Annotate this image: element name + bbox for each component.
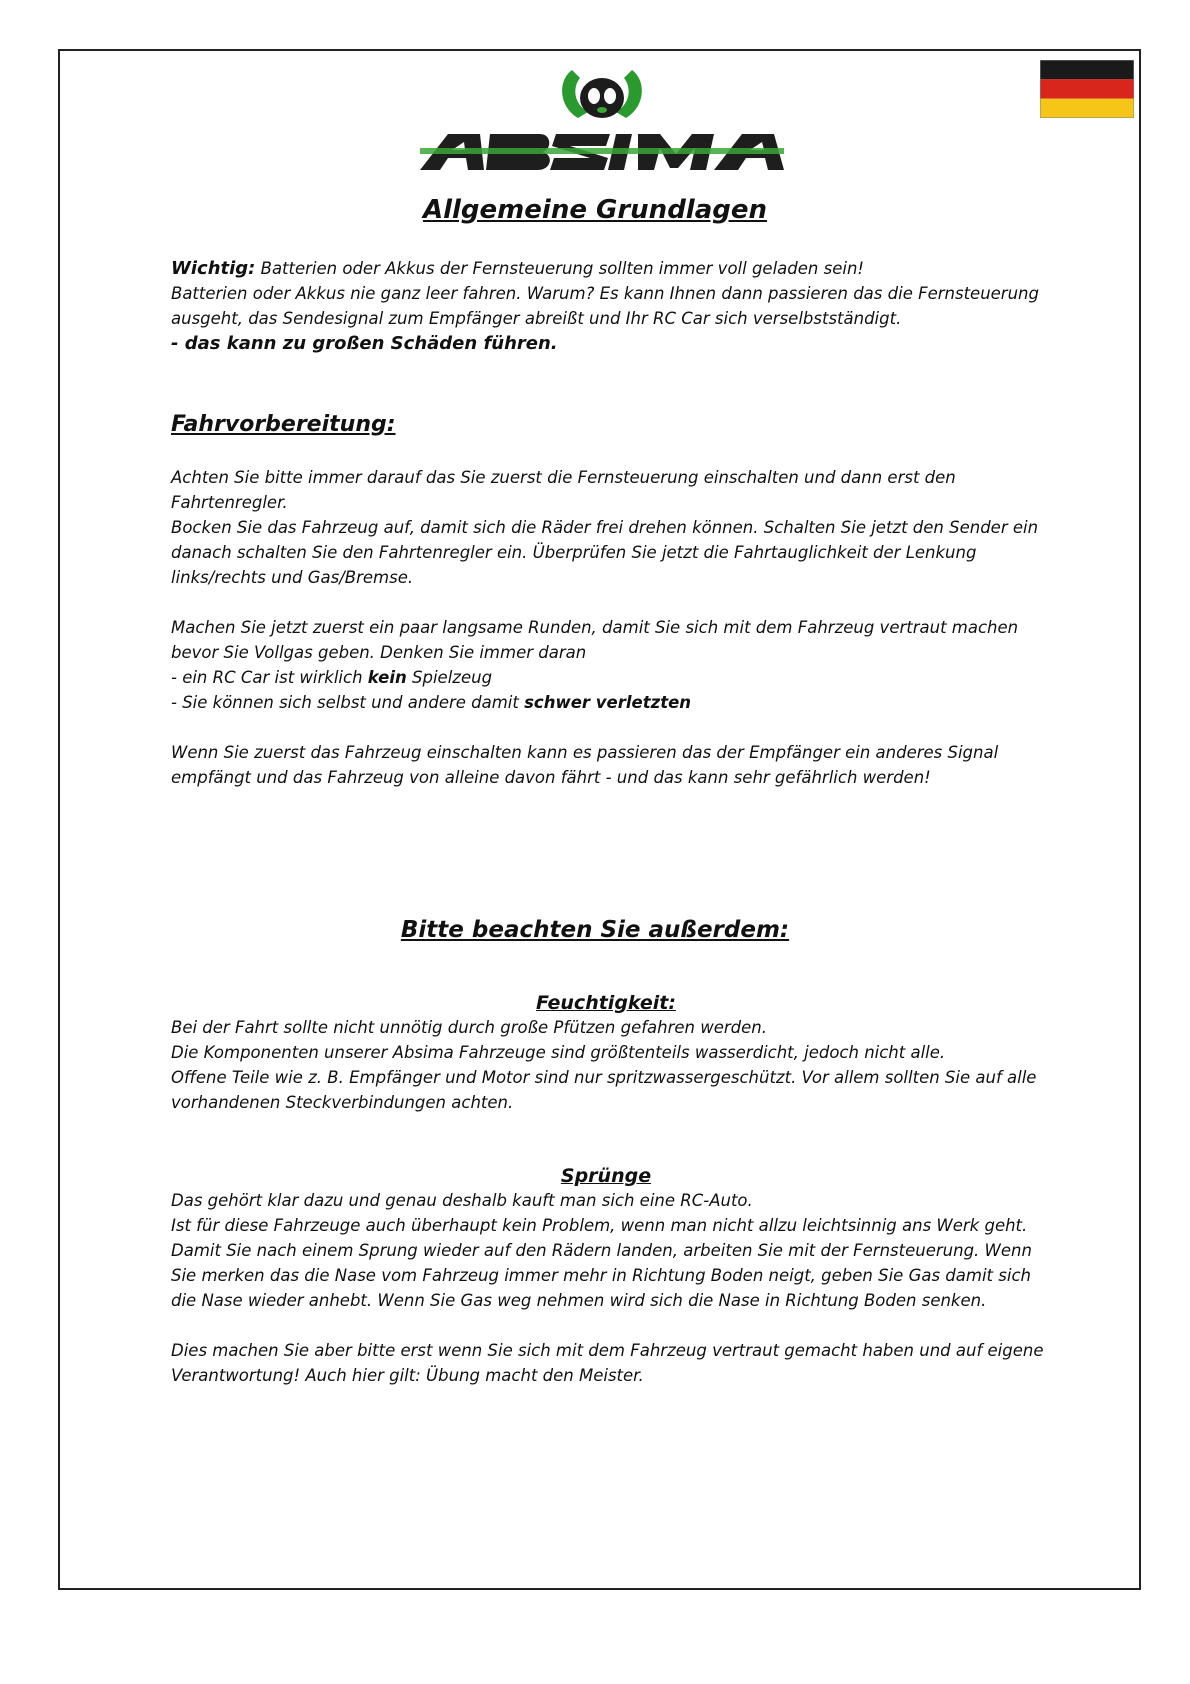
jumps-line-3: Damit Sie nach einem Sprung wieder auf den Rädern landen, arbeiten Sie mit der Fernsteuerung. Wenn	[171, 1241, 1032, 1260]
intro-section	[171, 256, 1051, 356]
prep-paragraph-1	[171, 465, 1051, 590]
prep-p1-line-3: Bocken Sie das Fahrzeug auf, damit sich die Räder frei drehen können. Schalten Sie jetzt den Sender ein	[171, 518, 1039, 537]
jumps-line-2: Ist für diese Fahrzeuge auch überhaupt kein Problem, wenn man nicht allzu leichtsinnig ans Werk geht.	[171, 1216, 1028, 1235]
prep-p2-line-3-end: Spielzeug	[406, 668, 493, 687]
moisture-heading: Feuchtigkeit:	[536, 992, 676, 1014]
prep-p1-line-2: Fahrtenregler.	[171, 493, 288, 512]
absima-logo-icon	[410, 60, 794, 180]
jumps-line-7: Verantwortung! Auch hier gilt: Übung macht den Meister.	[171, 1366, 644, 1385]
prep-p1-line-1: Achten Sie bitte immer darauf das Sie zuerst die Fernsteuerung einschalten und dann erst den	[171, 468, 956, 487]
prep-p2-line-4-text: - Sie können sich selbst und andere damit	[171, 693, 525, 712]
prep-p1-line-4: danach schalten Sie den Fahrtenregler ein. Überprüfen Sie jetzt die Fahrtauglichkeit der Lenkung	[171, 543, 977, 562]
prep-p2-line-3-text: - ein RC Car ist wirklich	[171, 668, 368, 687]
kein-emphasis: kein	[367, 668, 407, 687]
prep-heading: Fahrvorbereitung:	[171, 412, 396, 437]
intro-warning: - das kann zu großen Schäden führen.	[171, 333, 558, 354]
moisture-line-1: Bei der Fahrt sollte nicht unnötig durch große Pfützen gefahren werden.	[171, 1018, 767, 1037]
jumps-line-4: Sie merken das die Nase vom Fahrzeug immer mehr in Richtung Boden neigt, geben Sie Gas damit sich	[171, 1266, 1031, 1285]
moisture-line-3: Offene Teile wie z. B. Empfänger und Motor sind nur spritzwassergeschützt. Vor allem sollten Sie auf alle	[171, 1068, 1037, 1087]
page-title: Allgemeine Grundlagen	[422, 195, 768, 225]
jumps-heading: Sprünge	[560, 1165, 652, 1187]
prep-paragraph-2	[171, 615, 1051, 715]
jumps-paragraph	[171, 1188, 1051, 1313]
prep-p3-line-1: Wenn Sie zuerst das Fahrzeug einschalten kann es passieren das der Empfänger ein anderes Signal	[171, 743, 999, 762]
notes-heading: Bitte beachten Sie außerdem:	[400, 917, 790, 943]
prep-p2-line-1: Machen Sie jetzt zuerst ein paar langsame Runden, damit Sie sich mit dem Fahrzeug vertraut machen	[171, 618, 1019, 637]
prep-p2-line-3	[171, 665, 1051, 690]
moisture-line-4: vorhandenen Steckverbindungen achten.	[171, 1093, 514, 1112]
prep-p2-line-2: bevor Sie Vollgas geben. Denken Sie immer daran	[171, 643, 587, 662]
intro-line-2: Batterien oder Akkus nie ganz leer fahren. Warum? Es kann Ihnen dann passieren das die Fernsteuerung	[171, 284, 1039, 303]
jumps-line-5: die Nase wieder anhebt. Wenn Sie Gas weg nehmen wird sich die Nase in Richtung Boden senken.	[171, 1291, 987, 1310]
intro-line-3: ausgeht, das Sendesignal zum Empfänger abreißt und Ihr RC Car sich verselbstständigt.	[171, 309, 902, 328]
moisture-line-2: Die Komponenten unserer Absima Fahrzeuge sind größtenteils wasserdicht, jedoch nicht alle.	[171, 1043, 946, 1062]
schwer-verletzten-emphasis: schwer verletzten	[524, 693, 692, 712]
jumps-paragraph-2	[171, 1338, 1051, 1388]
intro-text-1: Batterien oder Akkus der Fernsteuerung sollten immer voll geladen sein!	[260, 259, 865, 278]
jumps-line-6: Dies machen Sie aber bitte erst wenn Sie sich mit dem Fahrzeug vertraut gemacht haben und auf eigene	[171, 1341, 1044, 1360]
german-flag-icon	[1040, 60, 1134, 118]
prep-paragraph-3	[171, 740, 1051, 790]
intro-line-1	[171, 256, 1051, 281]
prep-p1-line-5: links/rechts und Gas/Bremse.	[171, 568, 414, 587]
prep-p3-line-2: empfängt und das Fahrzeug von alleine davon fährt - und das kann sehr gefährlich werden!	[171, 768, 931, 787]
jumps-line-1: Das gehört klar dazu und genau deshalb kauft man sich eine RC-Auto.	[171, 1191, 753, 1210]
moisture-paragraph	[171, 1015, 1051, 1115]
prep-p2-line-4	[171, 690, 1051, 715]
important-label: Wichtig:	[171, 258, 256, 279]
